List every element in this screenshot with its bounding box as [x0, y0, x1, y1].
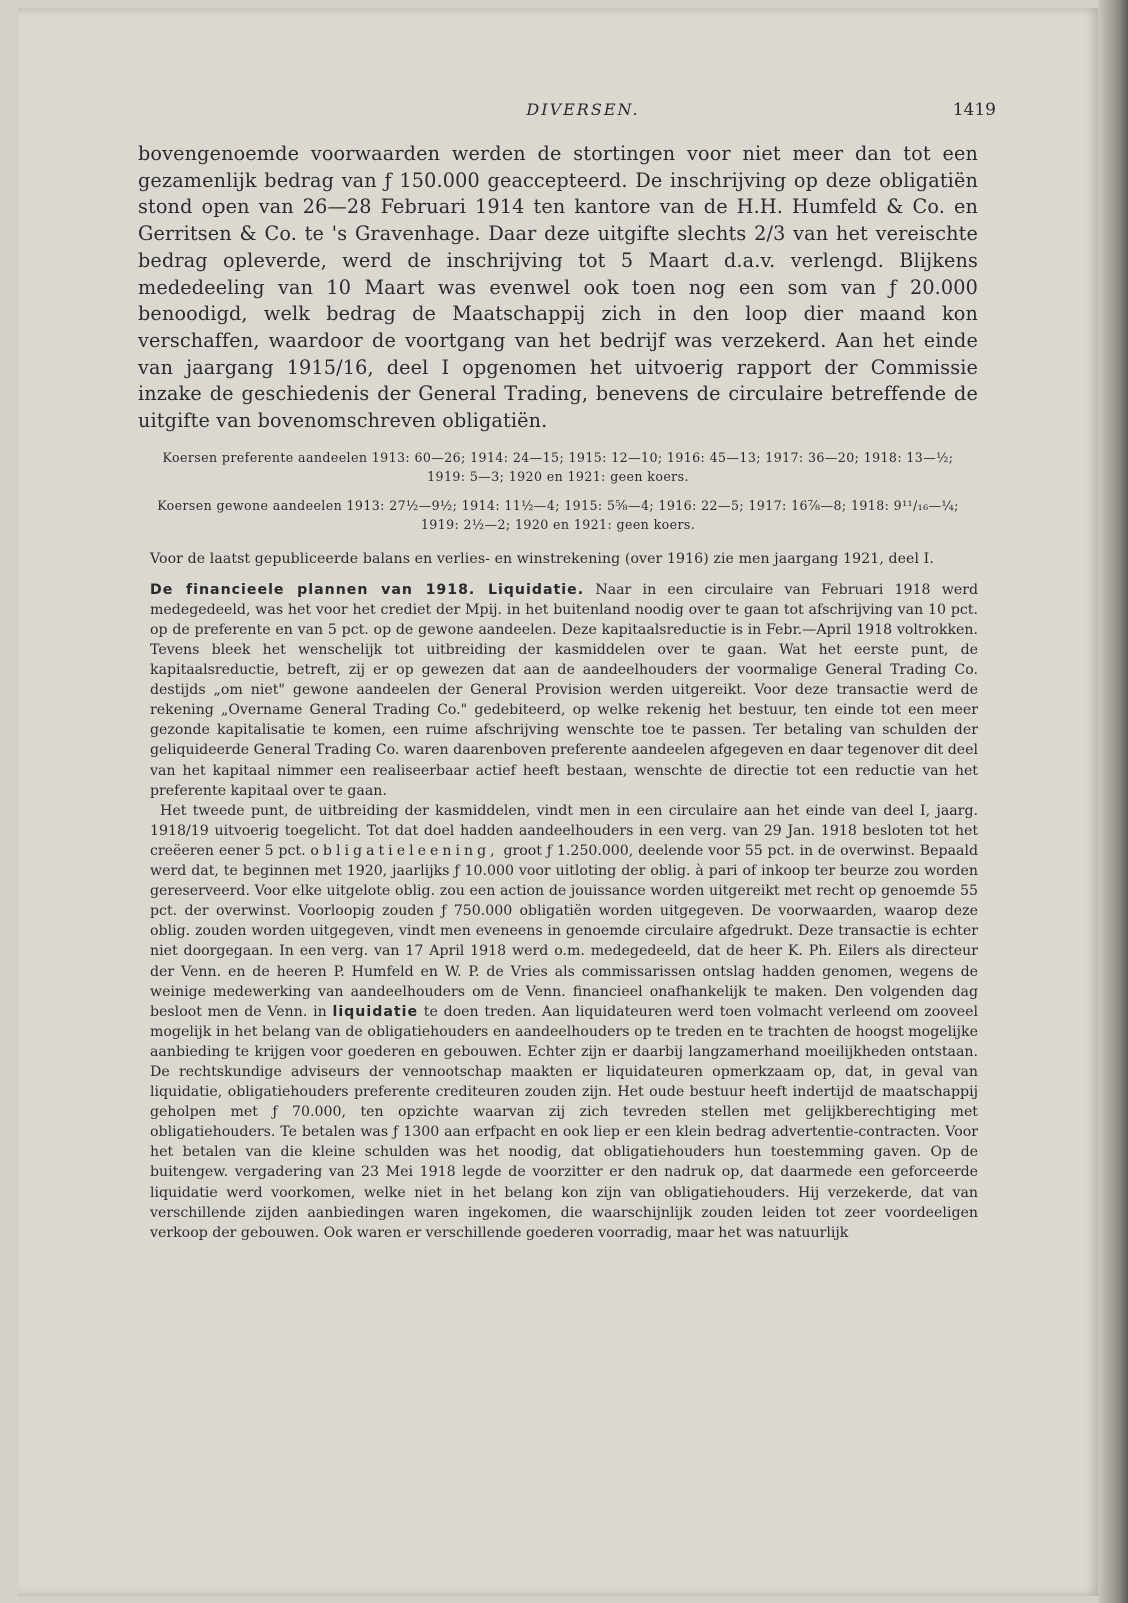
page-body: [138, 141, 978, 1243]
koersen-preferente: Koersen preferente aandeelen 1913: 60—26; 1914: 24—15; 1915: 12—10; 1916: 45—13; 1917: 36—20; 1918: 13—½; 1919: 5—3; 1920 en 1921: geen koers.: [162, 449, 954, 484]
section-paragraph-1: [150, 580, 978, 801]
page-header: [168, 100, 998, 124]
balans-note: Voor de laatst gepubliceerde balans en verlies- en winstrekening (over 1916) zie men jaargang 1921, deel I.: [150, 550, 934, 567]
page-number: 1419: [952, 100, 996, 120]
lead-paragraph: bovengenoemde voorwaarden werden de stortingen voor niet meer dan tot een gezamenlijk bedrag van ƒ 150.000 geaccepteerd. De inschrijving op deze obligatiën stond open van 26—28 Februari 1914 ten kantore van de H.H. Humfeld & Co. en Gerritsen & Co. te 's Gravenhage. Daar deze uitgifte slechts 2/3 van het vereischte bedrag opleverde, werd de inschrijving tot 5 Maart d.a.v. verlengd. Blijkens mededeeling van 10 Maart was evenwel ook toen nog een som van ƒ 20.000 benoodigd, welk bedrag de Maatschappij zich in den loop dier maand kon verschaffen, waardoor de voortgang van het bedrijf was verzekerd. Aan het einde van jaargang 1915/16, deel I opgenomen het uitvoerig rapport der Commissie inzake de geschiedenis der General Trading, benevens de circulaire betreffende de uitgifte van bovenomschreven obligatiën.: [138, 142, 978, 433]
obligatieleening-term: obligatieleening,: [310, 842, 499, 859]
section-paragraph-2: [150, 801, 978, 1243]
running-title: DIVERSEN.: [526, 100, 640, 119]
section-text-1: Naar in een circulaire van Februari 1918 werd medegedeeld, was het voor het crediet der Mpij. in het buitenland noodig over te gaan tot afschrijving van 10 pct. op de preferente en van 5 pct. op de gewone aandeelen. Deze kapitaalsreductie is in Febr.—April 1918 voltrokken. Tevens bleek het wenschelijk tot uitbreiding der kasmiddelen over te gaan. Wat het eerste punt, de kapitaalsreductie, betreft, zij er op gewezen dat aan de aandeelhouders der voormalige General Trading Co. destijds „om niet" gewone aandeelen der General Provision werden uitgereikt. Voor deze transactie werd de rekening „Overname General Trading Co." gedebiteerd, op welke rekenig het bestuur, ten einde tot een meer gezonde kapitalisatie te komen, een ruime afschrijving wenschte toe te passen. Ter betaling van schulden der geliquideerde General Trading Co. waren daarenboven preferente aandeelen afgegeven en daar tegenover dit deel van het kapitaal nimmer een realiseerbaar actief heeft bestaan, wenschte de directie tot een reductie van het preferente kapitaal over te gaan.: [150, 581, 979, 799]
book-binding-edge: [1098, 0, 1128, 1603]
liquidatie-term: liquidatie: [332, 1003, 419, 1020]
section-text-2b: groot ƒ 1.250.000, deelende voor 55 pct. in de overwinst. Bepaald werd dat, te beginnen met 1920, jaarlijks ƒ 10.000 voor uitloting der oblig. à pari of inkoop ter beurze zou worden gereserveerd. Voor elke uitgelote oblig. zou een action de jouissance worden uitgereikt met recht op genoemde 55 pct. der overwinst. Voorloopig zouden ƒ 750.000 obligatiën worden uitgegeven. De voorwaarden, waarop deze oblig. zouden worden uitgegeven, vindt men eveneens in genoemde circulaire afgedrukt. Deze transactie is echter niet doorgegaan. In een verg. van 17 April 1918 werd o.m. medegedeeld, dat de heer K. Ph. Eilers als directeur der Venn. en de heeren P. Humfeld en W. P. de Vries als commissarissen ontslag hadden genomen, wegens de weinige medewerking van aandeelhouders om de Venn. financieel onafhankelijk te maken. Den volgenden dag besloot men de Venn. in: [150, 842, 979, 1020]
section-text-2a: Het tweede punt, de uitbreiding der kasmiddelen, vindt men in een circulaire aan het einde van deel I, jaarg. 1918/19 uitvoerig toegelicht. Tot dat doel hadden aandeelhouders in een verg. van 29 Jan. 1918 besloten tot het creëeren eener 5 pct.: [150, 802, 978, 859]
section-heading: De financieele plannen van 1918. Liquidatie.: [150, 581, 585, 598]
koersen-gewone: Koersen gewone aandeelen 1913: 27½—9½; 1914: 11½—4; 1915: 5⅝—4; 1916: 22—5; 1917: 16⅞—8; 1918: 9¹¹/₁₆—¼; 1919: 2½—2; 1920 en 1921: geen koers.: [157, 497, 959, 532]
section-text-2c: te doen treden. Aan liquidateuren werd toen volmacht verleend om zooveel mogelijk in het belang van de obligatiehouders en aandeelhouders op te treden en te trachten de hoogst mogelijke aanbieding te krijgen voor goederen en gebouwen. Echter zijn er daarbij langzamerhand moeilijkheden ontstaan. De rechtskundige adviseurs der vennootschap maakten er liquidateuren opmerkzaam op, dat, in geval van liquidatie, obligatiehouders preferente crediteuren zouden zijn. Het oude bestuur heeft indertijd de maatschappij geholpen met ƒ 70.000, ten opzichte waarvan zij zich tevreden stellen met gelijkberechtiging met obligatiehouders. Te betalen was ƒ 1300 aan erfpacht en ook liep er een klein bedrag advertentie-contracten. Voor het betalen van die kleine schulden was het noodig, dat obligatiehouders hun toestemming gaven. Op de buitengew. vergadering van 23 Mei 1918 legde de voorzitter er den nadruk op, dat daarmede een geforceerde liquidatie werd voorkomen, welke niet in het belang kon zijn van obligatiehouders. Hij verzekerde, dat van verschillende zijden aanbiedingen waren ingekomen, die waarschijnlijk zouden leiden tot zeer voordeeligen verkoop der gebouwen. Ook waren er verschillende goederen voorradig, maar het was natuurlijk: [150, 1003, 979, 1241]
